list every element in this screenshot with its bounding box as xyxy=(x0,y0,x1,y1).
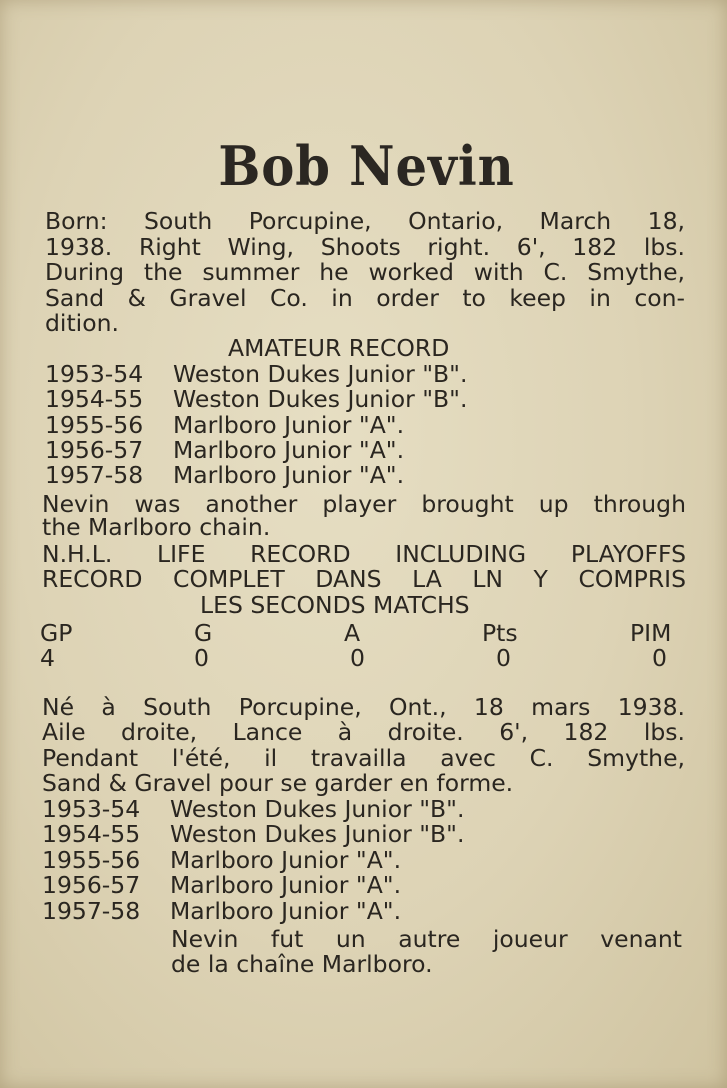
note-fr-line: Nevin fut un autre joueur venant xyxy=(171,925,682,953)
note-en-line: Nevin was another player brought up through xyxy=(42,490,686,518)
team: Marlboro Junior "A". xyxy=(170,846,402,874)
stat-value-a: 0 xyxy=(350,644,365,672)
team: Weston Dukes Junior "B". xyxy=(170,820,465,848)
amateur-en-row xyxy=(45,361,467,387)
stat-value-gp: 4 xyxy=(40,644,55,672)
bio-fr-line: Pendant l'été, il travailla avec C. Smythe, xyxy=(42,744,685,772)
amateur-record-heading: AMATEUR RECORD xyxy=(228,334,450,362)
amateur-fr-row xyxy=(42,847,401,873)
stat-header-g: G xyxy=(194,619,213,647)
team: Weston Dukes Junior "B". xyxy=(170,795,465,823)
season: 1956-57 xyxy=(42,871,141,899)
season: 1953-54 xyxy=(42,795,141,823)
stat-header-gp: GP xyxy=(40,619,73,647)
bio-en-line: 1938. Right Wing, Shoots right. 6', 182 lbs. xyxy=(45,233,685,261)
team: Marlboro Junior "A". xyxy=(170,897,402,925)
nhl-record-heading-fr-2: LES SECONDS MATCHS xyxy=(200,591,470,619)
season: 1956-57 xyxy=(45,436,144,464)
bio-en-line: Born: South Porcupine, Ontario, March 18, xyxy=(45,207,685,235)
season: 1954-55 xyxy=(42,820,141,848)
season: 1955-56 xyxy=(45,411,144,439)
amateur-en-row xyxy=(45,462,404,488)
stat-value-pts: 0 xyxy=(496,644,511,672)
bio-fr-line: Né à South Porcupine, Ont., 18 mars 1938. xyxy=(42,693,685,721)
bio-en-line: dition. xyxy=(45,309,119,337)
bio-en-line: During the summer he worked with C. Smythe, xyxy=(45,258,685,286)
nhl-record-heading-en: N.H.L. LIFE RECORD INCLUDING PLAYOFFS xyxy=(42,540,686,568)
season: 1953-54 xyxy=(45,360,144,388)
amateur-en-row xyxy=(45,412,404,438)
amateur-fr-row xyxy=(42,898,401,924)
season: 1954-55 xyxy=(45,385,144,413)
team: Weston Dukes Junior "B". xyxy=(173,360,468,388)
season: 1957-58 xyxy=(42,897,141,925)
stat-value-pim: 0 xyxy=(652,644,667,672)
stats-value-row xyxy=(40,645,686,671)
team: Weston Dukes Junior "B". xyxy=(173,385,468,413)
amateur-fr-row xyxy=(42,796,464,822)
player-name: Bob Nevin xyxy=(218,134,515,198)
stat-header-a: A xyxy=(344,619,361,647)
season: 1957-58 xyxy=(45,461,144,489)
team: Marlboro Junior "A". xyxy=(173,436,405,464)
bio-fr-line: Aile droite, Lance à droite. 6', 182 lbs. xyxy=(42,718,685,746)
season: 1955-56 xyxy=(42,846,141,874)
amateur-en-row xyxy=(45,437,404,463)
amateur-en-row xyxy=(45,386,467,412)
stat-header-pts: Pts xyxy=(482,619,518,647)
stats-header-row xyxy=(40,620,686,646)
team: Marlboro Junior "A". xyxy=(173,461,405,489)
bio-en-line: Sand & Gravel Co. in order to keep in con- xyxy=(45,284,685,312)
team: Marlboro Junior "A". xyxy=(170,871,402,899)
stat-value-g: 0 xyxy=(194,644,209,672)
amateur-fr-row xyxy=(42,872,401,898)
nhl-record-heading-fr: RECORD COMPLET DANS LA LN Y COMPRIS xyxy=(42,565,686,593)
team: Marlboro Junior "A". xyxy=(173,411,405,439)
note-fr-line: de la chaîne Marlboro. xyxy=(171,950,433,978)
bio-fr-line: Sand & Gravel pour se garder en forme. xyxy=(42,769,514,797)
amateur-fr-row xyxy=(42,821,464,847)
stat-header-pim: PIM xyxy=(630,619,672,647)
note-en-line: the Marlboro chain. xyxy=(42,513,271,541)
